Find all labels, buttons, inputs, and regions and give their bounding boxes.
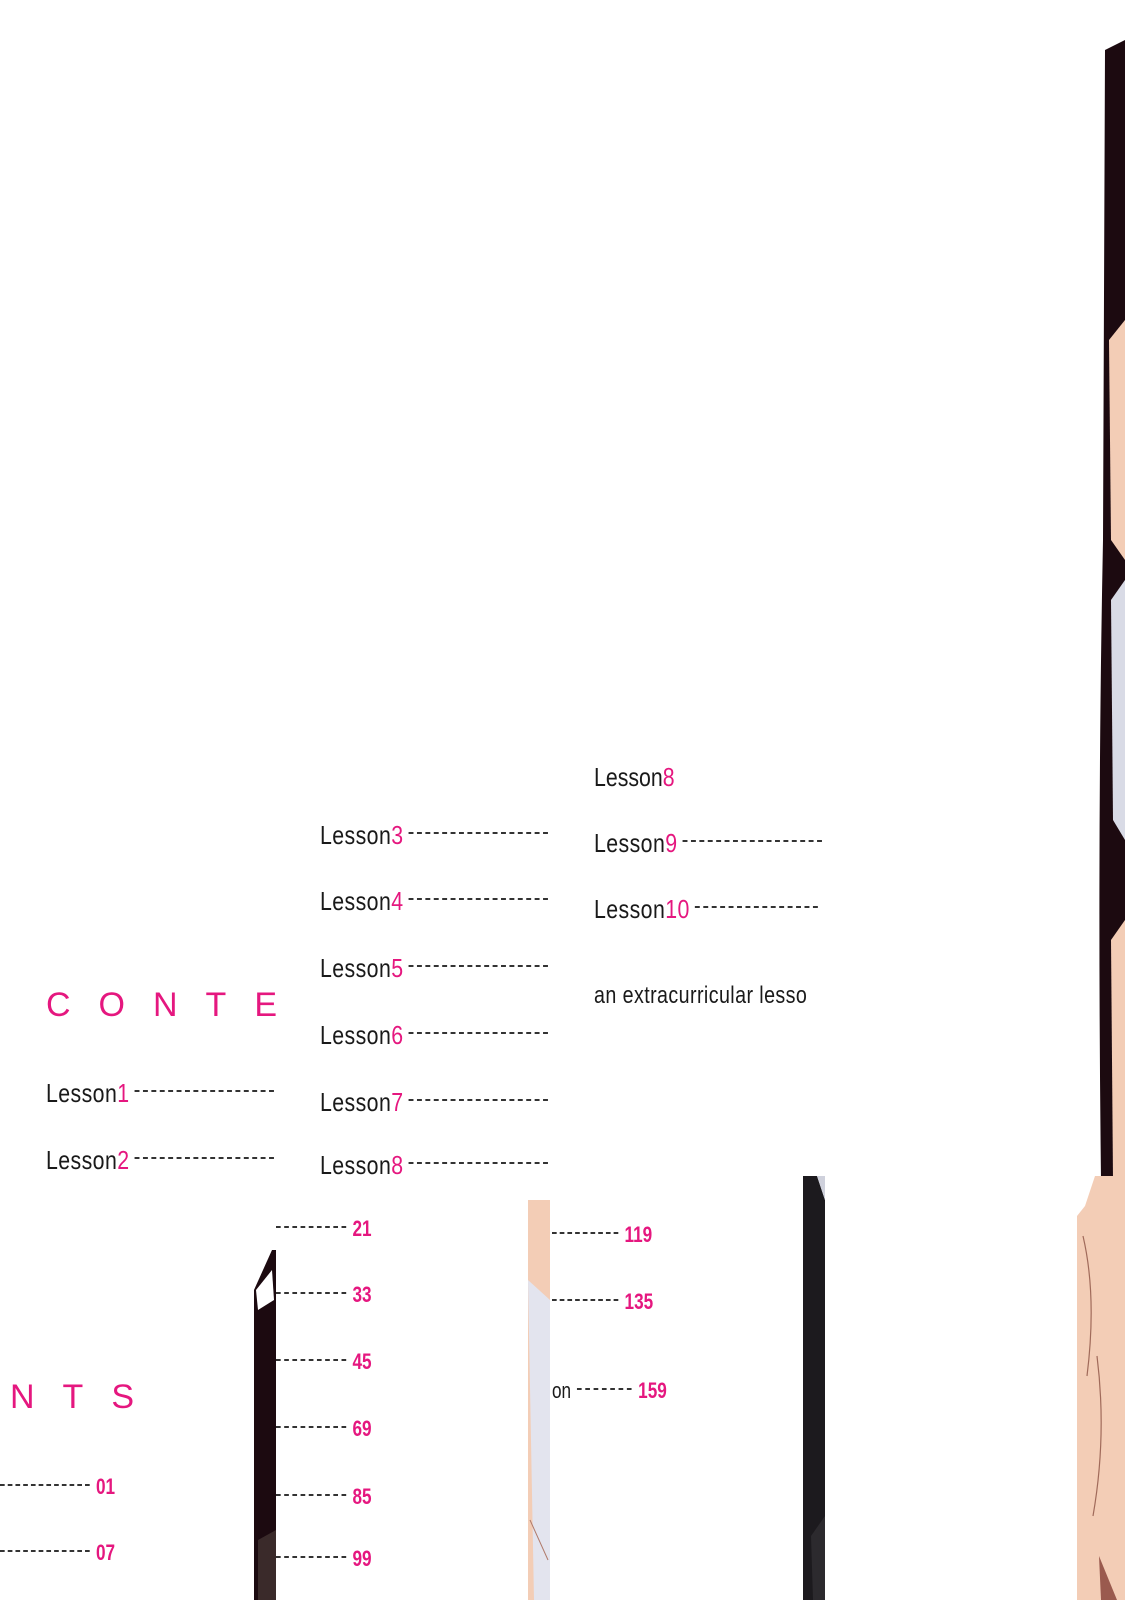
lesson-label: Lesson xyxy=(320,820,392,850)
page-number: 159 xyxy=(638,1378,667,1403)
lesson-number: 3 xyxy=(391,820,404,850)
lesson-row-4[interactable] xyxy=(320,886,548,917)
lesson-row-6[interactable] xyxy=(320,1020,548,1051)
illustration-edge-top xyxy=(1095,40,1125,1180)
page-number-row-extra xyxy=(552,1378,667,1404)
page-number-row-7 xyxy=(276,1484,372,1510)
lesson-row-5[interactable] xyxy=(320,953,548,984)
leader-dots xyxy=(408,965,547,967)
leader-dots xyxy=(552,1232,618,1234)
lesson-row-3[interactable] xyxy=(320,820,548,851)
lesson-label: Lesson xyxy=(320,953,392,983)
page-number-row-5 xyxy=(276,1349,372,1375)
page-number-row-8 xyxy=(276,1546,372,1572)
leader-dots xyxy=(577,1388,632,1390)
leader-dots xyxy=(695,906,818,908)
contents-title-part2: NTS xyxy=(10,1378,162,1416)
extracurricular-row[interactable]: an extracurricular lesso xyxy=(594,982,808,1009)
illustration-strip-4 xyxy=(1077,1176,1125,1600)
leader-dots xyxy=(276,1494,346,1496)
leader-dots xyxy=(408,898,547,900)
leader-dots xyxy=(408,1032,547,1034)
leader-dots xyxy=(276,1426,346,1428)
lesson-label: Lesson xyxy=(320,1020,392,1050)
lesson-number: 2 xyxy=(117,1145,130,1175)
leader-dots xyxy=(276,1556,346,1558)
lesson-number: 9 xyxy=(665,828,678,858)
page-number: 07 xyxy=(95,1540,116,1565)
lesson-row-10[interactable] xyxy=(594,894,818,925)
page-number: 33 xyxy=(352,1282,372,1307)
lesson-row-7[interactable] xyxy=(320,1087,548,1118)
lesson-row-1[interactable] xyxy=(46,1078,274,1109)
lesson-number: 1 xyxy=(117,1078,130,1108)
lesson-row-2[interactable] xyxy=(46,1145,274,1176)
page-number-row-9 xyxy=(552,1222,652,1248)
leader-dots xyxy=(134,1090,273,1092)
lesson-label: Lesson xyxy=(594,894,666,924)
page-number: 01 xyxy=(95,1474,116,1499)
page-number: 21 xyxy=(352,1216,372,1241)
leader-dots xyxy=(276,1292,346,1294)
page-number: 69 xyxy=(352,1416,372,1441)
page-number: 85 xyxy=(352,1484,372,1509)
lesson-number: 8 xyxy=(662,762,675,792)
page-number-row-1 xyxy=(0,1474,115,1500)
illustration-strip-1 xyxy=(252,1210,276,1600)
lesson-number: 8 xyxy=(391,1150,404,1180)
leader-dots xyxy=(134,1157,273,1159)
lesson-label: Lesson xyxy=(46,1145,118,1175)
lesson-number: 7 xyxy=(391,1087,404,1117)
illustration-strip-3 xyxy=(803,1176,825,1600)
leader-dots xyxy=(552,1299,618,1301)
lesson-row-9[interactable] xyxy=(594,828,822,859)
leader-dots xyxy=(276,1226,346,1228)
lesson-label: Lesson xyxy=(320,1087,392,1117)
leader-dots xyxy=(0,1484,90,1486)
lesson-row-8-clip xyxy=(320,1150,560,1178)
page-number-row-3 xyxy=(276,1216,372,1242)
page-number: 119 xyxy=(624,1222,653,1247)
leader-dots xyxy=(408,832,547,834)
page-number: 135 xyxy=(624,1289,654,1314)
page-number: 99 xyxy=(352,1546,372,1571)
page-number-row-4 xyxy=(276,1282,372,1308)
leader-dots xyxy=(276,1359,346,1361)
leader-dots xyxy=(408,1162,547,1164)
contents-title-part1: CONTE xyxy=(46,986,305,1024)
illustration-strip-2 xyxy=(528,1200,550,1600)
lesson-label: Lesson xyxy=(320,886,392,916)
page-number: 45 xyxy=(352,1349,372,1374)
leader-dots xyxy=(0,1550,90,1552)
leader-dots xyxy=(408,1099,547,1101)
lesson-number: 4 xyxy=(391,886,404,916)
lesson-number: 6 xyxy=(391,1020,404,1050)
lesson-label: Lesson xyxy=(46,1078,118,1108)
lesson-row-8-top-fragment xyxy=(594,762,684,792)
leader-dots xyxy=(682,840,821,842)
lesson-label: Lesson xyxy=(594,762,663,792)
page-number-row-2 xyxy=(0,1540,115,1566)
page-number-row-6 xyxy=(276,1416,372,1442)
lesson-label: Lesson xyxy=(594,828,666,858)
lesson-number: 10 xyxy=(665,894,690,924)
lesson-label: Lesson xyxy=(320,1150,392,1180)
page-number-row-10 xyxy=(552,1289,653,1315)
lesson-number: 5 xyxy=(391,953,404,983)
extracurricular-tail: on xyxy=(552,1378,572,1403)
lesson-row-8[interactable] xyxy=(320,1150,548,1181)
